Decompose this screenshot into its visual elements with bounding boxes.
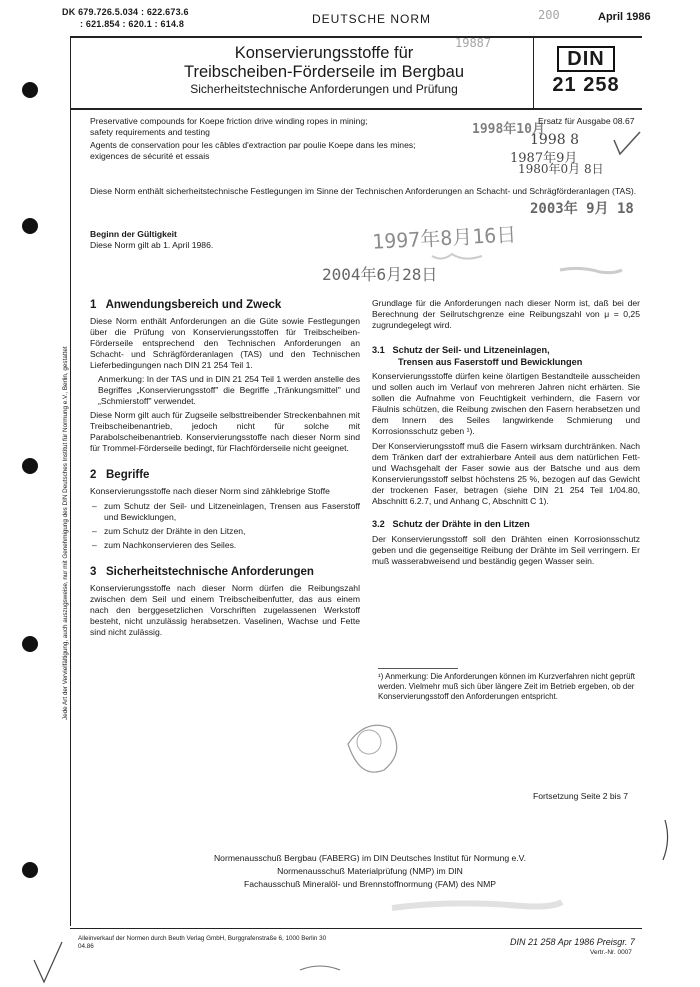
title-english-line-2: safety requirements and testing: [90, 127, 210, 137]
date-stamp-1998: 1998年10月: [472, 122, 545, 137]
section-3-2-number: 3.2: [372, 519, 385, 529]
footer-reference: DIN 21 258 Apr 1986 Preisgr. 7: [510, 937, 635, 947]
corner-pencil-mark: [34, 942, 62, 982]
footer-pencil-mark: [300, 966, 340, 970]
section-2-item-2: – zum Schutz der Drähte in den Litzen,: [90, 526, 360, 537]
section-1-note: Anmerkung: In der TAS und in DIN 21 254 Teil 1 werden anstelle des Begriffes „Konservierungsstoff" die Begriffe „Tränkungsmittel" und „Schmierstoff" verwendet.: [98, 374, 360, 406]
title-line-1: Konservierungsstoffe für: [234, 44, 414, 62]
section-3-1-number: 3.1: [372, 345, 385, 355]
footnote: ¹) Anmerkung: Die Anforderungen können im Kurzverfahren nicht geprüft werden. Vielmehr muß sich über längere Zeit im Betrieb ergeben, ob der Konservierungsstoff den Anforderungen entspricht.: [378, 672, 636, 701]
section-1-paragraph-1: Diese Norm enthält Anforderungen an die Güte sowie Festlegungen über die Prüfung von Konservierungsstoffen für Treibscheiben-Förderseile entsprechend den Technischen Anforderungen an Schacht- und Schrägförderanlagen (TAS) und den Technischen Lieferbedingungen nach DIN 21 254 Teil 1.: [90, 316, 360, 370]
replacement-note: Ersatz für Ausgabe 08.67: [538, 116, 635, 126]
bottom-stamp-smear: [392, 902, 562, 908]
committee-line-1: Normenausschuß Bergbau (FABERG) im DIN Deutsches Institut für Normung e.V.: [213, 853, 527, 863]
handwritten-date-3: 1980年0月 8日: [518, 162, 604, 176]
committee-line-2: Normenausschuß Materialprüfung (NMP) im DIN: [277, 866, 463, 876]
smudge-mid: [432, 254, 482, 259]
title-french-line-2: exigences de sécurité et essais: [90, 151, 210, 161]
date-stamp-2003: 2003年 9月 18: [530, 201, 634, 217]
section-3-1-title-line-1: Schutz der Seil- und Litzeneinlagen,: [392, 345, 550, 355]
issue-date: April 1986: [598, 11, 651, 23]
title-english-line-1: Preservative compounds for Koepe friction drive winding ropes in mining;: [90, 116, 368, 126]
section-2-item-3: – zum Nachkonservieren des Seiles.: [90, 540, 360, 551]
section-3-continuation: Grundlage für die Anforderungen nach dieser Norm ist, daß bei der Berechnung der Seilrutschgrenze eine Reibungszahl von μ = 0,25 zugrundegelegt wird.: [372, 298, 640, 330]
section-1-title: Anwendungsbereich und Zweck: [105, 299, 282, 311]
continuation-note: Fortsetzung Seite 2 bis 7: [533, 791, 629, 801]
din-logo: DIN: [557, 46, 614, 72]
udc-line-1: DK 679.726.5.034 : 622.673.6: [62, 7, 189, 17]
section-2-paragraph: Konservierungsstoffe nach dieser Norm sind zähklebrige Stoffe: [90, 486, 330, 496]
date-stamp-1997: 1997年8月16日: [371, 222, 517, 254]
smudge-right: [560, 268, 622, 272]
section-3-2-paragraph: Der Konservierungsstoff soll den Drähten einen Korrosionsschutz geben und die gegenseitige Reibung der Drähte im Seil verringern. Er muß wasserabweisend und beständig gegen Wasser sein.: [372, 533, 640, 566]
section-3-number: 3: [90, 566, 97, 578]
section-2-item-1: – zum Schutz der Seil- und Litzeneinlagen, Trensen aus Faserstoff und Bewicklungen,: [90, 501, 360, 523]
handwritten-date-2: 1987年9月: [510, 151, 578, 166]
section-3-title: Sicherheitstechnische Anforderungen: [106, 566, 314, 578]
section-1-number: 1: [90, 299, 97, 311]
section-3-2-title: Schutz der Drähte in den Litzen: [392, 519, 530, 529]
section-2-number: 2: [90, 469, 97, 481]
section-3-1-title-line-2: Trensen aus Faserstoff und Bewicklungen: [398, 356, 583, 367]
section-3-1-paragraph-1: Konservierungsstoffe dürfen keine ölartigen Bestandteile ausscheiden und sollen auch im Verlauf von mehreren Jahren nicht erhärten. Sie sollen die Aufnahme von Feuchtigkeit verhindern, die Fasern vor Fäulnis schützen, die Reibung zwischen den Fasern herabsetzen und dem Innern des Seiles langwirkende Schmierung und Korrosionsschutz geben ¹).: [372, 371, 640, 436]
section-1-paragraph-2: Diese Norm gilt auch für Zugseile selbsttreibender Streckenbahnen mit Treibscheibenantrieb, jedoch nicht für solche mit Parabolscheibenantrieb. Konservierungsstoffe nach dieser Norm sind für Trommel-Förderseile bedingt, für Flachförderseile nicht geeignet.: [90, 410, 360, 453]
side-pencil-mark: [663, 820, 668, 860]
date-stamp-2004: 2004年6月28日: [322, 265, 438, 284]
din-number: 21 258: [552, 74, 620, 96]
title-line-2: Treibscheiben-Förderseile im Bergbau: [183, 63, 465, 81]
title-line-3: Sicherheitstechnische Anforderungen und Prüfung: [190, 82, 458, 96]
udc-line-2: : 621.854 : 620.1 : 614.8: [80, 19, 185, 29]
publisher-line: Alleinverkauf der Normen durch Beuth Verlag GmbH, Burggrafenstraße 6, 1000 Berlin 30: [78, 935, 327, 942]
circular-seal-stamp: [348, 725, 397, 772]
section-2-title: Begriffe: [106, 469, 150, 481]
committee-line-3: Fachausschuß Mineralöl- und Brennstoffnormung (FAM) des NMP: [243, 879, 497, 889]
date-stamp-top-right: 200: [538, 8, 560, 22]
section-3-1-paragraph-2: Der Konservierungsstoff muß die Fasern wirksam durchtränken. Nach dem Tränken darf der extrahierbare Anteil aus dem natürlichen Fett- und Wachsgehalt der Faser sowie aus der Batsche und aus dem Konservierungsstoff selbst höchstens 25 %, bezogen auf das Gewicht der trockenen Faser, betragen (siehe DIN 21 254 Teil 1/04.80, Abschnitt 6.2.7, und Anhang C, Abschnitt C 1).: [372, 441, 640, 506]
handwritten-date-1: 1998 8: [530, 132, 579, 148]
intro-paragraph: Diese Norm enthält sicherheitstechnische Festlegungen im Sinne der Technischen Anforderungen an Schacht- und Schrägförderanlagen (TAS).: [90, 186, 637, 196]
section-3-paragraph: Konservierungsstoffe nach dieser Norm dürfen die Reibungszahl zwischen dem Seil und einem Treibscheibenfutter, das aus einem nach den berggesetzlichen Vorschriften zugelassenen Werkstoff besteht, nicht unzulässig herabsetzen. Vaselinen, Wachse und Fette sind nicht zulässig.: [90, 583, 360, 637]
validity-heading: Beginn der Gültigkeit: [90, 229, 177, 239]
validity-text: Diese Norm gilt ab 1. April 1986.: [90, 240, 214, 250]
title-french-line-1: Agents de conservation pour les câbles d'extraction par poulie Koepe dans les mines;: [90, 140, 416, 150]
footer-distribution-number: Vertr.-Nr. 0007: [590, 949, 632, 956]
publisher-date: 04.86: [78, 943, 94, 950]
copyright-side-note: Jede Art der Vervielfältigung, auch auszugsweise, nur mit Genehmigung des DIN Deutsches Institut für Normung e.V., Berlin, gestattet: [62, 346, 69, 720]
seal-inner-ring: [357, 730, 381, 754]
date-stamp-header: 19887: [455, 36, 492, 50]
norm-label: DEUTSCHE NORM: [312, 12, 432, 26]
checkmark-scribble: [614, 132, 640, 154]
